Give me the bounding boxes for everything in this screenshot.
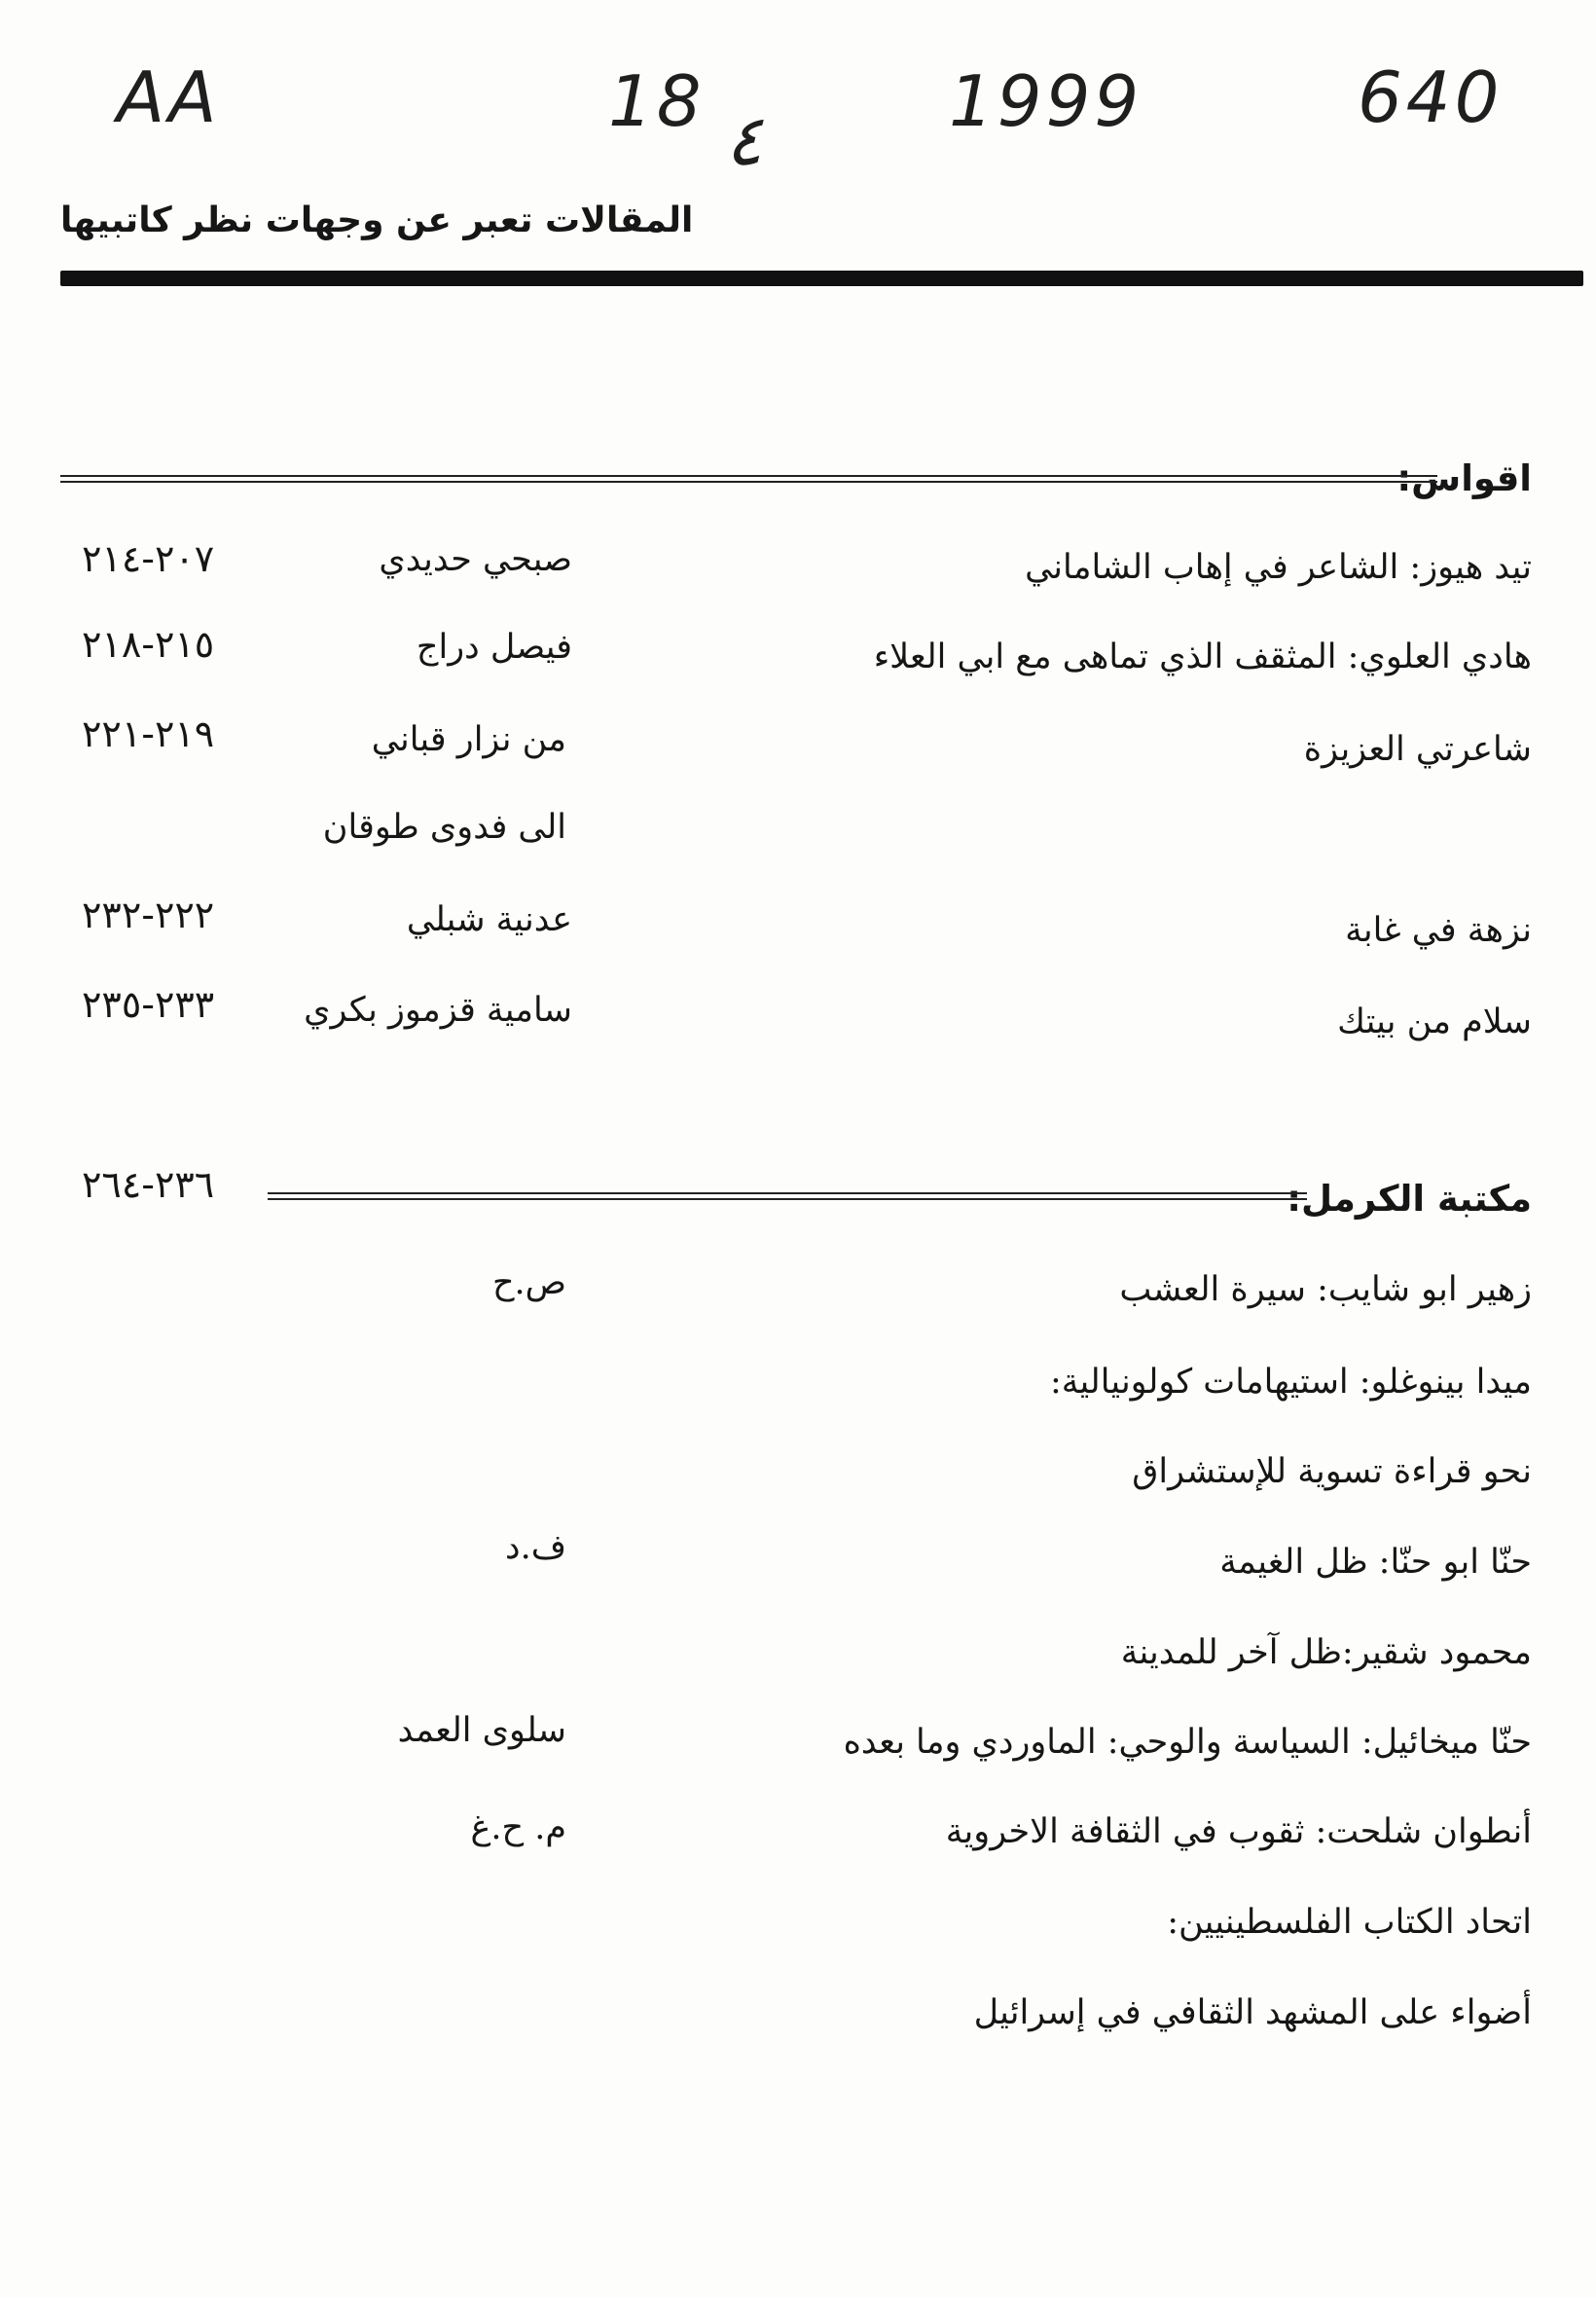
handwritten-day: 18 [608, 60, 706, 142]
handwritten-ref-left: AA [117, 56, 221, 138]
double-rule-library [268, 1192, 1307, 1200]
entry-title: نزهة في غابة [1345, 911, 1532, 950]
entry-title: شاعرتي العزيزة [1303, 730, 1532, 769]
entry-pages: ٢٣٣-٢٣٥ [82, 983, 215, 1026]
entry-pages: ٢١٩-٢٢١ [82, 712, 215, 755]
entry-title: أنطوان شلحت: ثقوب في الثقافة الاخروية [945, 1812, 1532, 1851]
entry-author: سامية قزموز بكري [304, 991, 572, 1030]
entry-title: تيد هيوز: الشاعر في إهاب الشاماني [1025, 548, 1532, 587]
entry-title: سلام من بيتك [1337, 1003, 1532, 1041]
entry-author: من نزار قباني [371, 720, 566, 759]
handwritten-month: ٤ [725, 99, 763, 181]
entry-author: م. ح.غ [470, 1808, 566, 1847]
entry-title: زهير ابو شايب: سيرة العشب [1119, 1270, 1532, 1309]
entry-author: ف.د [505, 1528, 566, 1567]
entry-author: فيصل دراج [416, 628, 572, 667]
handwritten-number: 640 [1358, 56, 1504, 138]
entry-author: ص.ح [491, 1263, 566, 1302]
entry-title: اتحاد الكتاب الفلسطينيين: [1167, 1903, 1532, 1942]
entry-title: حنّا ابو حنّا: ظل الغيمة [1219, 1543, 1532, 1582]
double-rule-aqwas [60, 475, 1437, 483]
entry-pages: ٢١٥-٢١٨ [82, 623, 215, 666]
entry-author: عدنية شبلي [406, 900, 572, 939]
section-pages-library: ٢٣٦-٢٦٤ [82, 1163, 215, 1206]
section-heading-library: مكتبة الكرمل: [1287, 1178, 1532, 1220]
entry-title: محمود شقير:ظل آخر للمدينة [1120, 1633, 1532, 1672]
handwritten-year: 1999 [949, 60, 1143, 142]
section-heading-aqwas: اقواس: [1396, 457, 1532, 499]
entry-title: حنّا ميخائيل: السياسة والوحي: الماوردي وما بعده [843, 1723, 1532, 1762]
entry-title: هادي العلوي: المثقف الذي تماهى مع ابي العلاء [873, 638, 1532, 676]
entry-title: ميدا بينوغلو: استيهامات كولونيالية: [1049, 1363, 1532, 1402]
entry-author-continued: الى فدوى طوقان [322, 808, 566, 847]
entry-author: صبحي حديدي [379, 540, 572, 579]
entry-author: سلوى العمد [397, 1711, 566, 1750]
heavy-divider [60, 271, 1583, 286]
entry-title: نحو قراءة تسوية للإستشراق [1132, 1452, 1532, 1491]
entry-title: أضواء على المشهد الثقافي في إسرائيل [973, 1993, 1532, 2032]
disclaimer-heading: المقالات تعبر عن وجهات نظر كاتبيها [60, 201, 694, 240]
entry-pages: ٢٢٢-٢٣٢ [82, 894, 215, 936]
entry-pages: ٢٠٧-٢١٤ [82, 537, 215, 580]
